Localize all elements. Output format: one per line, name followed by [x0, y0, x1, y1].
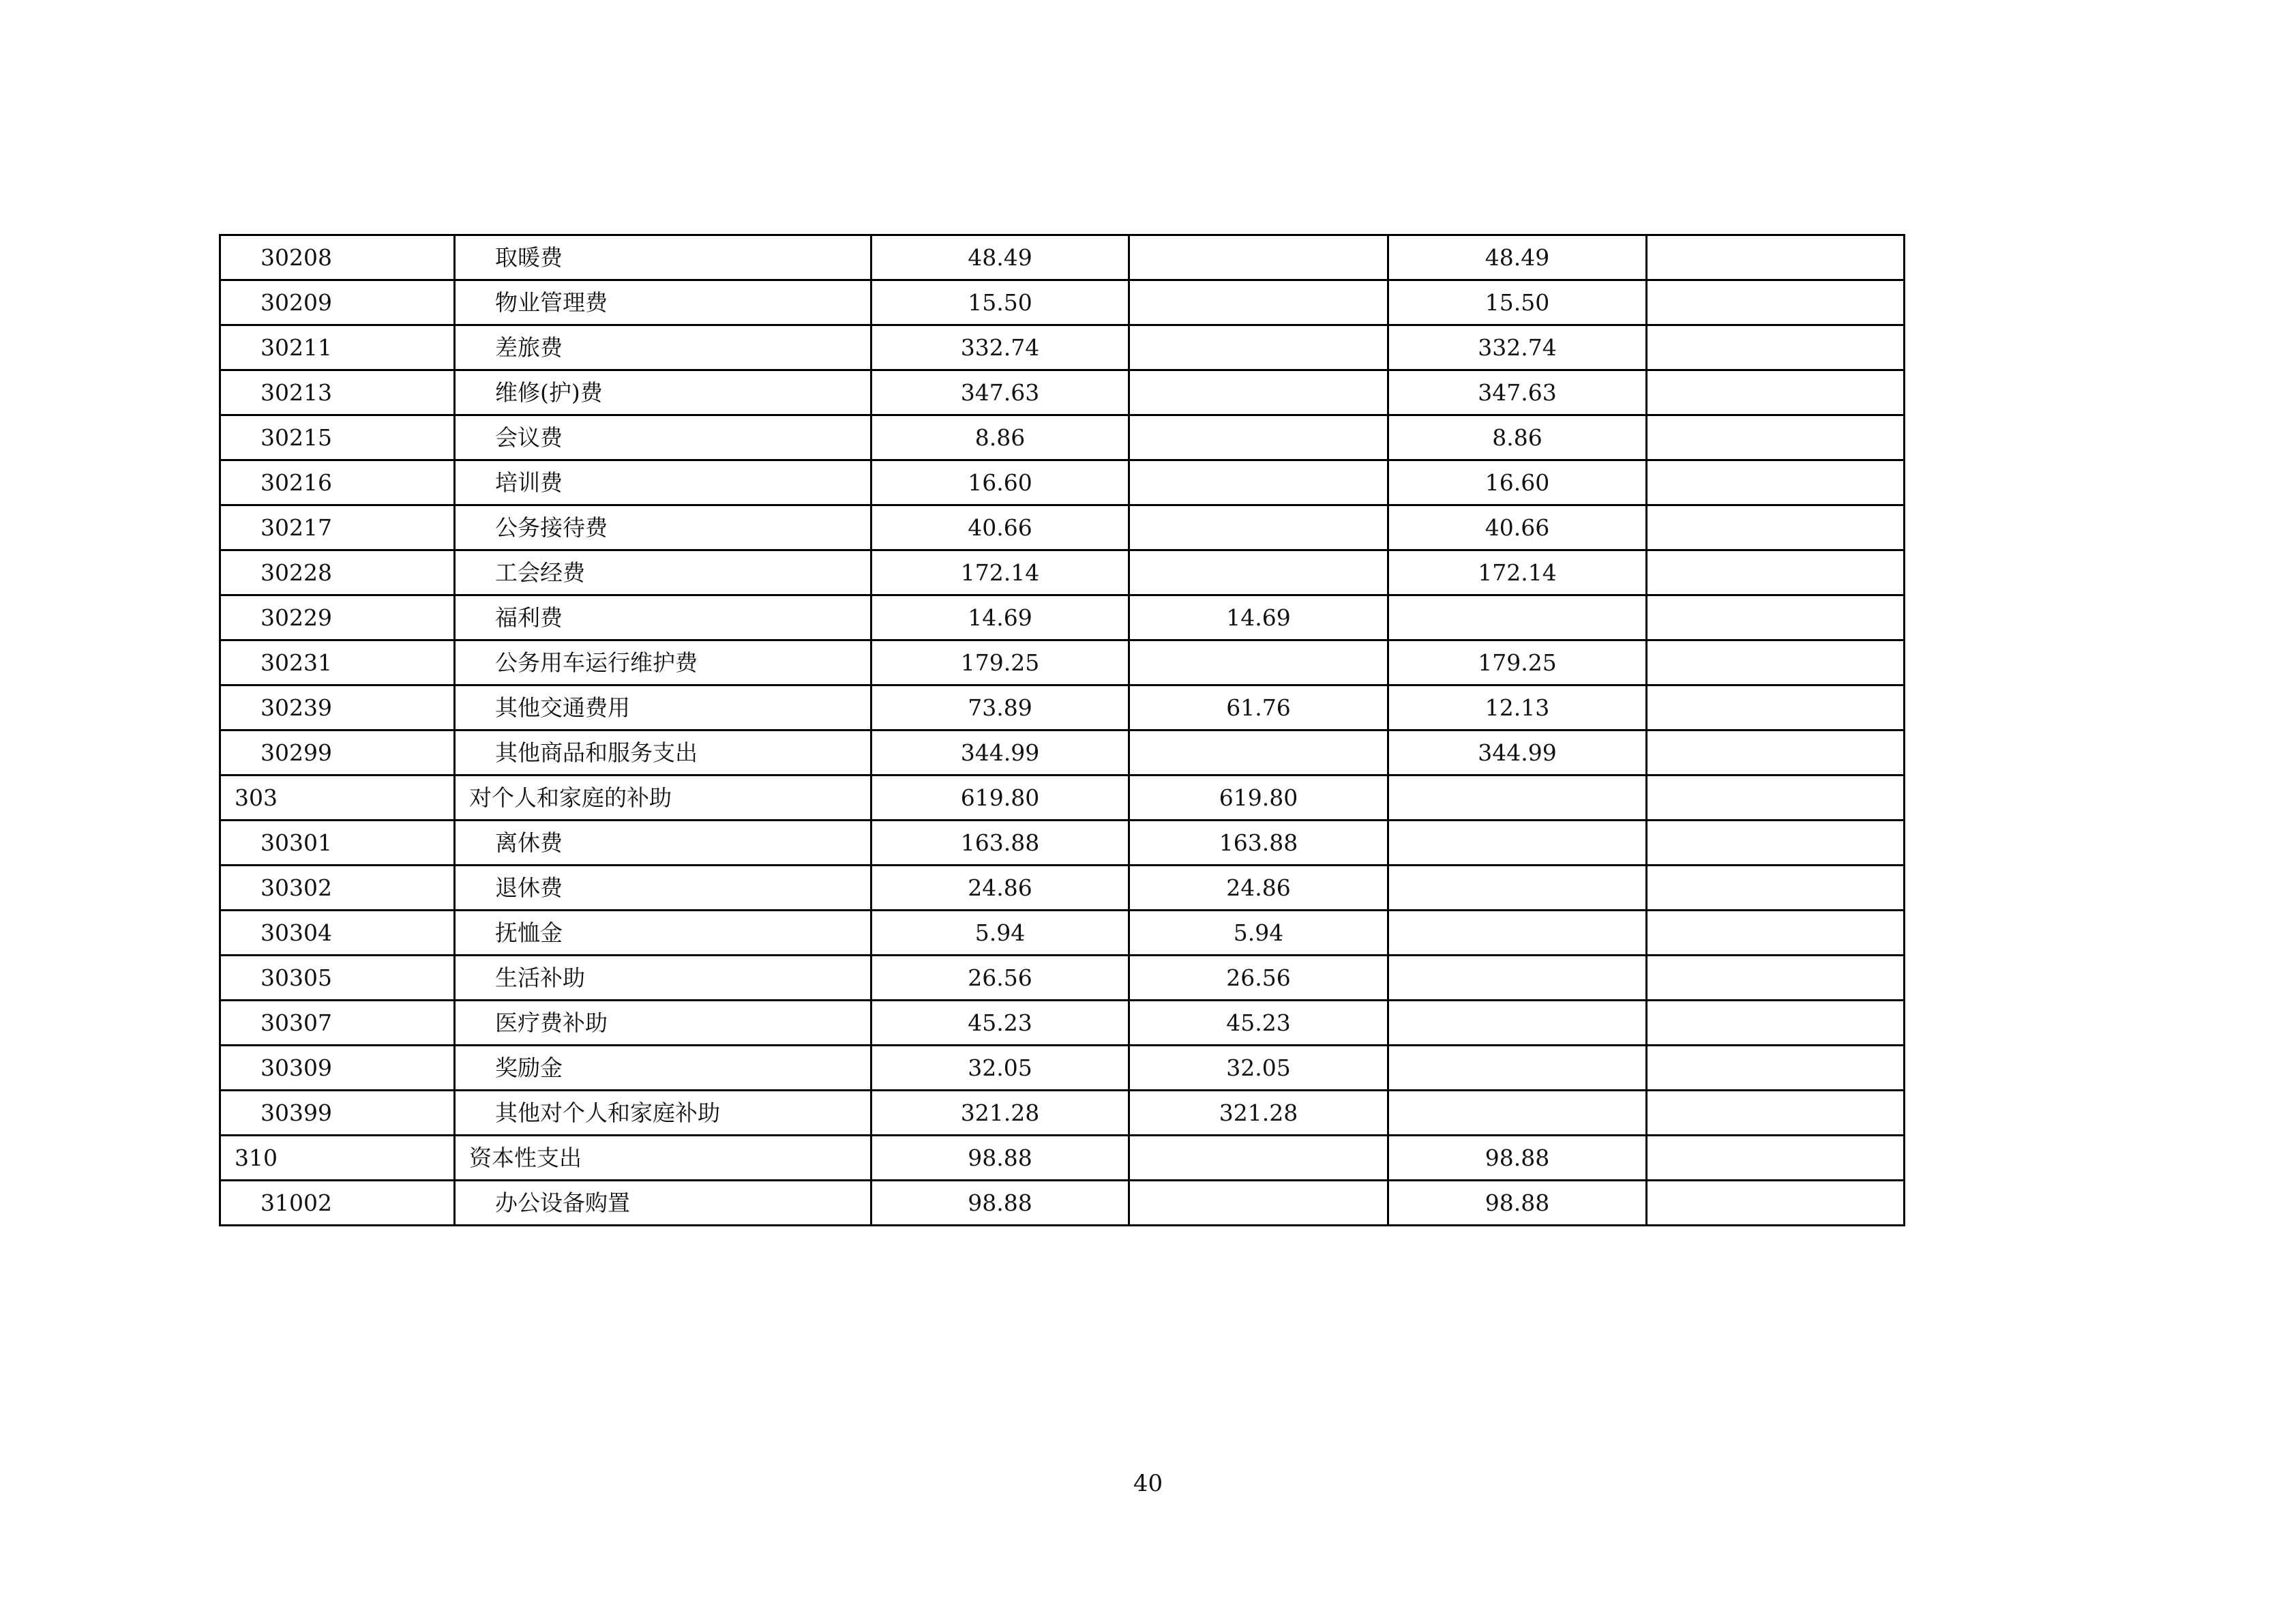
extra-column-cell	[1647, 1001, 1905, 1046]
basic-expenditure-cell	[1129, 1181, 1388, 1226]
project-expenditure-cell	[1388, 956, 1647, 1001]
project-expenditure-cell	[1388, 911, 1647, 956]
basic-expenditure-cell: 14.69	[1129, 595, 1388, 640]
account-name-cell: 福利费	[455, 595, 871, 640]
basic-expenditure-cell: 321.28	[1129, 1091, 1388, 1136]
account-code-cell: 30302	[220, 866, 455, 911]
budget-expenditure-table	[219, 234, 1905, 1226]
total-amount-cell: 5.94	[871, 911, 1129, 956]
total-amount-cell: 24.86	[871, 866, 1129, 911]
account-code-cell: 30239	[220, 685, 455, 730]
table-row	[220, 550, 1905, 595]
extra-column-cell	[1647, 776, 1905, 821]
table-row	[220, 866, 1905, 911]
table-row	[220, 415, 1905, 460]
account-name-cell: 其他对个人和家庭补助	[455, 1091, 871, 1136]
account-code-cell: 30307	[220, 1001, 455, 1046]
table-row	[220, 685, 1905, 730]
extra-column-cell	[1647, 911, 1905, 956]
total-amount-cell: 332.74	[871, 325, 1129, 370]
extra-column-cell	[1647, 280, 1905, 325]
extra-column-cell	[1647, 460, 1905, 505]
table-group-row	[220, 776, 1905, 821]
basic-expenditure-cell	[1129, 550, 1388, 595]
basic-expenditure-cell	[1129, 460, 1388, 505]
account-name-cell: 会议费	[455, 415, 871, 460]
table-row	[220, 956, 1905, 1001]
extra-column-cell	[1647, 956, 1905, 1001]
project-expenditure-cell: 16.60	[1388, 460, 1647, 505]
account-name-cell: 取暖费	[455, 235, 871, 280]
table-row	[220, 235, 1905, 280]
project-expenditure-cell: 179.25	[1388, 640, 1647, 685]
extra-column-cell	[1647, 640, 1905, 685]
basic-expenditure-cell	[1129, 1136, 1388, 1181]
account-code-cell: 30229	[220, 595, 455, 640]
account-code-cell: 30209	[220, 280, 455, 325]
basic-expenditure-cell: 24.86	[1129, 866, 1388, 911]
table-row	[220, 280, 1905, 325]
basic-expenditure-cell	[1129, 235, 1388, 280]
account-code-cell: 310	[220, 1136, 455, 1181]
account-code-cell: 30231	[220, 640, 455, 685]
total-amount-cell: 45.23	[871, 1001, 1129, 1046]
project-expenditure-cell: 98.88	[1388, 1181, 1647, 1226]
table-row	[220, 640, 1905, 685]
account-code-cell: 30304	[220, 911, 455, 956]
table-row	[220, 460, 1905, 505]
account-code-cell: 303	[220, 776, 455, 821]
extra-column-cell	[1647, 685, 1905, 730]
account-name-cell: 离休费	[455, 821, 871, 866]
table-body	[220, 235, 1905, 1226]
table-row	[220, 370, 1905, 415]
table-row	[220, 1181, 1905, 1226]
account-name-cell: 奖励金	[455, 1046, 871, 1091]
project-expenditure-cell: 344.99	[1388, 730, 1647, 776]
project-expenditure-cell: 8.86	[1388, 415, 1647, 460]
page-number: 40	[1133, 1470, 1163, 1497]
total-amount-cell: 48.49	[871, 235, 1129, 280]
total-amount-cell: 15.50	[871, 280, 1129, 325]
basic-expenditure-cell	[1129, 370, 1388, 415]
account-code-cell: 30213	[220, 370, 455, 415]
project-expenditure-cell	[1388, 595, 1647, 640]
project-expenditure-cell: 12.13	[1388, 685, 1647, 730]
total-amount-cell: 14.69	[871, 595, 1129, 640]
project-expenditure-cell	[1388, 776, 1647, 821]
project-expenditure-cell: 332.74	[1388, 325, 1647, 370]
total-amount-cell: 40.66	[871, 505, 1129, 550]
basic-expenditure-cell: 61.76	[1129, 685, 1388, 730]
account-name-cell: 办公设备购置	[455, 1181, 871, 1226]
account-code-cell: 30309	[220, 1046, 455, 1091]
project-expenditure-cell: 172.14	[1388, 550, 1647, 595]
total-amount-cell: 344.99	[871, 730, 1129, 776]
extra-column-cell	[1647, 595, 1905, 640]
account-name-cell: 其他商品和服务支出	[455, 730, 871, 776]
total-amount-cell: 26.56	[871, 956, 1129, 1001]
basic-expenditure-cell	[1129, 640, 1388, 685]
basic-expenditure-cell: 5.94	[1129, 911, 1388, 956]
total-amount-cell: 619.80	[871, 776, 1129, 821]
account-code-cell: 30217	[220, 505, 455, 550]
project-expenditure-cell: 40.66	[1388, 505, 1647, 550]
extra-column-cell	[1647, 1046, 1905, 1091]
extra-column-cell	[1647, 370, 1905, 415]
account-code-cell: 30299	[220, 730, 455, 776]
account-code-cell: 30305	[220, 956, 455, 1001]
total-amount-cell: 163.88	[871, 821, 1129, 866]
account-name-cell: 医疗费补助	[455, 1001, 871, 1046]
account-code-cell: 30399	[220, 1091, 455, 1136]
table-row	[220, 821, 1905, 866]
account-code-cell: 30215	[220, 415, 455, 460]
basic-expenditure-cell	[1129, 325, 1388, 370]
total-amount-cell: 16.60	[871, 460, 1129, 505]
basic-expenditure-cell: 619.80	[1129, 776, 1388, 821]
account-name-cell: 抚恤金	[455, 911, 871, 956]
account-code-cell: 30208	[220, 235, 455, 280]
account-name-cell: 公务接待费	[455, 505, 871, 550]
account-name-cell: 维修(护)费	[455, 370, 871, 415]
account-name-cell: 物业管理费	[455, 280, 871, 325]
total-amount-cell: 8.86	[871, 415, 1129, 460]
account-name-cell: 工会经费	[455, 550, 871, 595]
total-amount-cell: 172.14	[871, 550, 1129, 595]
account-name-cell: 差旅费	[455, 325, 871, 370]
project-expenditure-cell	[1388, 1046, 1647, 1091]
basic-expenditure-cell: 26.56	[1129, 956, 1388, 1001]
account-name-cell: 生活补助	[455, 956, 871, 1001]
total-amount-cell: 179.25	[871, 640, 1129, 685]
basic-expenditure-cell: 45.23	[1129, 1001, 1388, 1046]
total-amount-cell: 73.89	[871, 685, 1129, 730]
total-amount-cell: 98.88	[871, 1136, 1129, 1181]
project-expenditure-cell	[1388, 821, 1647, 866]
account-name-cell: 培训费	[455, 460, 871, 505]
table-row	[220, 1091, 1905, 1136]
basic-expenditure-cell: 32.05	[1129, 1046, 1388, 1091]
extra-column-cell	[1647, 1091, 1905, 1136]
table-row	[220, 1046, 1905, 1091]
basic-expenditure-cell	[1129, 505, 1388, 550]
table-row	[220, 911, 1905, 956]
account-code-cell: 30228	[220, 550, 455, 595]
basic-expenditure-cell: 163.88	[1129, 821, 1388, 866]
project-expenditure-cell	[1388, 1091, 1647, 1136]
extra-column-cell	[1647, 235, 1905, 280]
table-group-row	[220, 1136, 1905, 1181]
total-amount-cell: 98.88	[871, 1181, 1129, 1226]
table-row	[220, 595, 1905, 640]
extra-column-cell	[1647, 505, 1905, 550]
table-row	[220, 505, 1905, 550]
account-name-cell: 其他交通费用	[455, 685, 871, 730]
project-expenditure-cell: 15.50	[1388, 280, 1647, 325]
account-code-cell: 30301	[220, 821, 455, 866]
extra-column-cell	[1647, 325, 1905, 370]
project-expenditure-cell	[1388, 1001, 1647, 1046]
table-row	[220, 1001, 1905, 1046]
account-code-cell: 30216	[220, 460, 455, 505]
account-name-cell: 对个人和家庭的补助	[455, 776, 871, 821]
total-amount-cell: 32.05	[871, 1046, 1129, 1091]
project-expenditure-cell: 48.49	[1388, 235, 1647, 280]
project-expenditure-cell: 98.88	[1388, 1136, 1647, 1181]
project-expenditure-cell	[1388, 866, 1647, 911]
account-name-cell: 退休费	[455, 866, 871, 911]
project-expenditure-cell: 347.63	[1388, 370, 1647, 415]
extra-column-cell	[1647, 730, 1905, 776]
basic-expenditure-cell	[1129, 415, 1388, 460]
total-amount-cell: 321.28	[871, 1091, 1129, 1136]
extra-column-cell	[1647, 415, 1905, 460]
account-code-cell: 31002	[220, 1181, 455, 1226]
extra-column-cell	[1647, 1181, 1905, 1226]
basic-expenditure-cell	[1129, 730, 1388, 776]
extra-column-cell	[1647, 821, 1905, 866]
basic-expenditure-cell	[1129, 280, 1388, 325]
table-row	[220, 325, 1905, 370]
total-amount-cell: 347.63	[871, 370, 1129, 415]
account-name-cell: 公务用车运行维护费	[455, 640, 871, 685]
table-row	[220, 730, 1905, 776]
extra-column-cell	[1647, 866, 1905, 911]
account-name-cell: 资本性支出	[455, 1136, 871, 1181]
extra-column-cell	[1647, 1136, 1905, 1181]
account-code-cell: 30211	[220, 325, 455, 370]
extra-column-cell	[1647, 550, 1905, 595]
